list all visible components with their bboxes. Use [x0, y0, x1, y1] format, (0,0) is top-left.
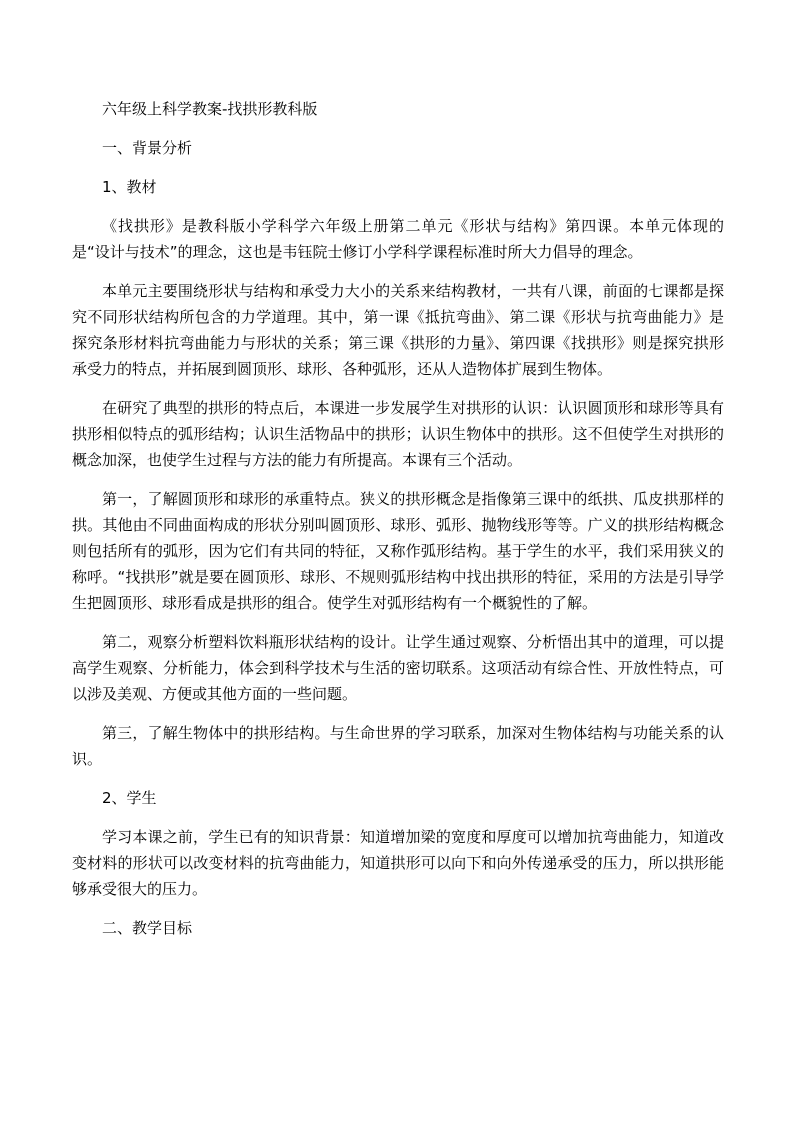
paragraph-lesson-overview: 在研究了典型的拱形的特点后，本课进一步发展学生对拱形的认识：认识圆顶形和球形等具有拱形相似特点的弧形结构；认识生活物品中的拱形；认识生物体中的拱形。这不但使学生对拱形的概念加深，也使学生过程与方法的能力有所提高。本课有三个活动。	[72, 399, 724, 469]
paragraph-material-intro: 《找拱形》是教科版小学科学六年级上册第二单元《形状与结构》第四课。本单元体现的是“设计与技术”的理念，这也是韦钰院士修订小学科学课程标准时所大力倡导的理念。	[72, 217, 724, 261]
paragraph-students: 学习本课之前，学生已有的知识背景：知道增加梁的宽度和厚度可以增加抗弯曲能力，知道改变材料的形状可以改变材料的抗弯曲能力，知道拱形可以向下和向外传递承受的压力，所以拱形能够承受很大的压力。	[72, 828, 724, 898]
paragraph-unit-structure: 本单元主要围绕形状与结构和承受力大小的关系来结构教材，一共有八课，前面的七课都是探究不同形状结构所包含的力学道理。其中，第一课《抵抗弯曲》、第二课《形状与抗弯曲能力》是探究条形材料抗弯曲能力与形状的关系；第三课《拱形的力量》、第四课《找拱形》则是探究拱形承受力的特点，并拓展到圆顶形、球形、各种弧形，还从人造物体扩展到生物体。	[72, 282, 724, 378]
section-heading-background: 一、背景分析	[102, 139, 193, 157]
paragraph-activity-three: 第三，了解生物体中的拱形结构。与生命世界的学习联系，加深对生物体结构与功能关系的认识。	[72, 724, 724, 768]
subsection-heading-students: 2、学生	[102, 789, 157, 807]
section-heading-goals: 二、教学目标	[102, 919, 193, 937]
paragraph-activity-two: 第二，观察分析塑料饮料瓶形状结构的设计。让学生通过观察、分析悟出其中的道理，可以提高学生观察、分析能力，体会到科学技术与生活的密切联系。这项活动有综合性、开放性特点，可以涉及美观、方便或其他方面的一些问题。	[72, 633, 724, 703]
subsection-heading-material: 1、教材	[102, 178, 157, 196]
document-body	[72, 96, 724, 954]
document-title: 六年级上科学教案-找拱形教科版	[102, 100, 318, 118]
paragraph-activity-one: 第一，了解圆顶形和球形的承重特点。狭义的拱形概念是指像第三课中的纸拱、瓜皮拱那样的拱。其他由不同曲面构成的形状分别叫圆顶形、球形、弧形、抛物线形等等。广义的拱形结构概念则包括所有的弧形，因为它们有共同的特征，又称作弧形结构。基于学生的水平，我们采用狭义的称呼。“找拱形”就是要在圆顶形、球形、不规则弧形结构中找出拱形的特征，采用的方法是引导学生把圆顶形、球形看成是拱形的组合。使学生对弧形结构有一个概貌性的了解。	[72, 490, 724, 612]
